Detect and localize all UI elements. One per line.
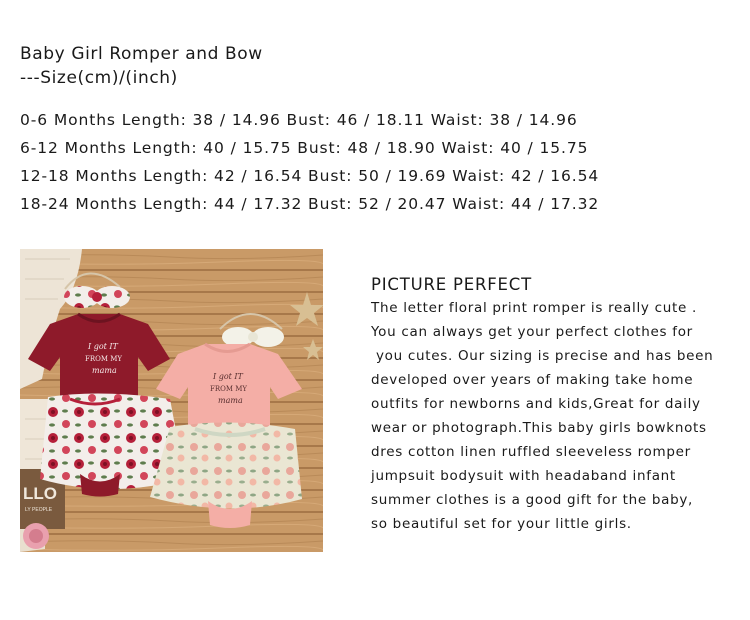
- shirt-print-line-2: FROM MY: [85, 355, 123, 363]
- description-line: wear or photograph.This baby girls bowknots: [371, 420, 707, 436]
- size-chart: [20, 106, 599, 218]
- size-row-18-24-months: 18-24 Months Length: 44 / 17.32 Bust: 52 / 20.47 Waist: 44 / 17.32: [20, 195, 600, 213]
- size-row-0-6-months: 0-6 Months Length: 38 / 14.96 Bust: 46 / 18.11 Waist: 38 / 14.96: [20, 111, 578, 129]
- size-row-6-12-months: 6-12 Months Length: 40 / 15.75 Bust: 48 / 18.90 Waist: 40 / 15.75: [20, 139, 589, 157]
- sign-subtext: LY PEOPLE: [25, 507, 53, 513]
- description-line: you cutes. Our sizing is precise and has been: [371, 348, 714, 364]
- shirt-print-line-1b: I got IT: [213, 372, 243, 381]
- description-body: [371, 296, 713, 536]
- shirt-print-line-3: mama: [92, 366, 117, 375]
- product-title: Baby Girl Romper and Bow: [20, 44, 263, 64]
- size-row-12-18-months: 12-18 Months Length: 42 / 16.54 Bust: 50 / 19.69 Waist: 42 / 16.54: [20, 167, 600, 185]
- description-line: jumpsuit bodysuit with headaband infant: [371, 468, 676, 484]
- description-line: You can always get your perfect clothes for: [371, 324, 693, 340]
- size-unit-label: ---Size(cm)/(inch): [20, 68, 178, 88]
- description-line: summer clothes is a good gift for the baby,: [371, 492, 694, 508]
- description-line: developed over years of making take home: [371, 372, 694, 388]
- description-line: dres cotton linen ruffled sleeveless romper: [371, 444, 691, 460]
- shirt-print-line-3b: mama: [218, 396, 243, 405]
- description-line: The letter floral print romper is really cute .: [371, 300, 697, 316]
- product-photo: [20, 249, 323, 552]
- shirt-print-line-1: I got IT: [88, 342, 118, 351]
- shirt-print-line-2b: FROM MY: [210, 385, 248, 393]
- description-line: outfits for newborns and kids,Great for daily: [371, 396, 701, 412]
- description-title: PICTURE PERFECT: [371, 275, 532, 294]
- description-line: so beautiful set for your little girls.: [371, 516, 632, 532]
- sign-text: LLO: [23, 484, 57, 503]
